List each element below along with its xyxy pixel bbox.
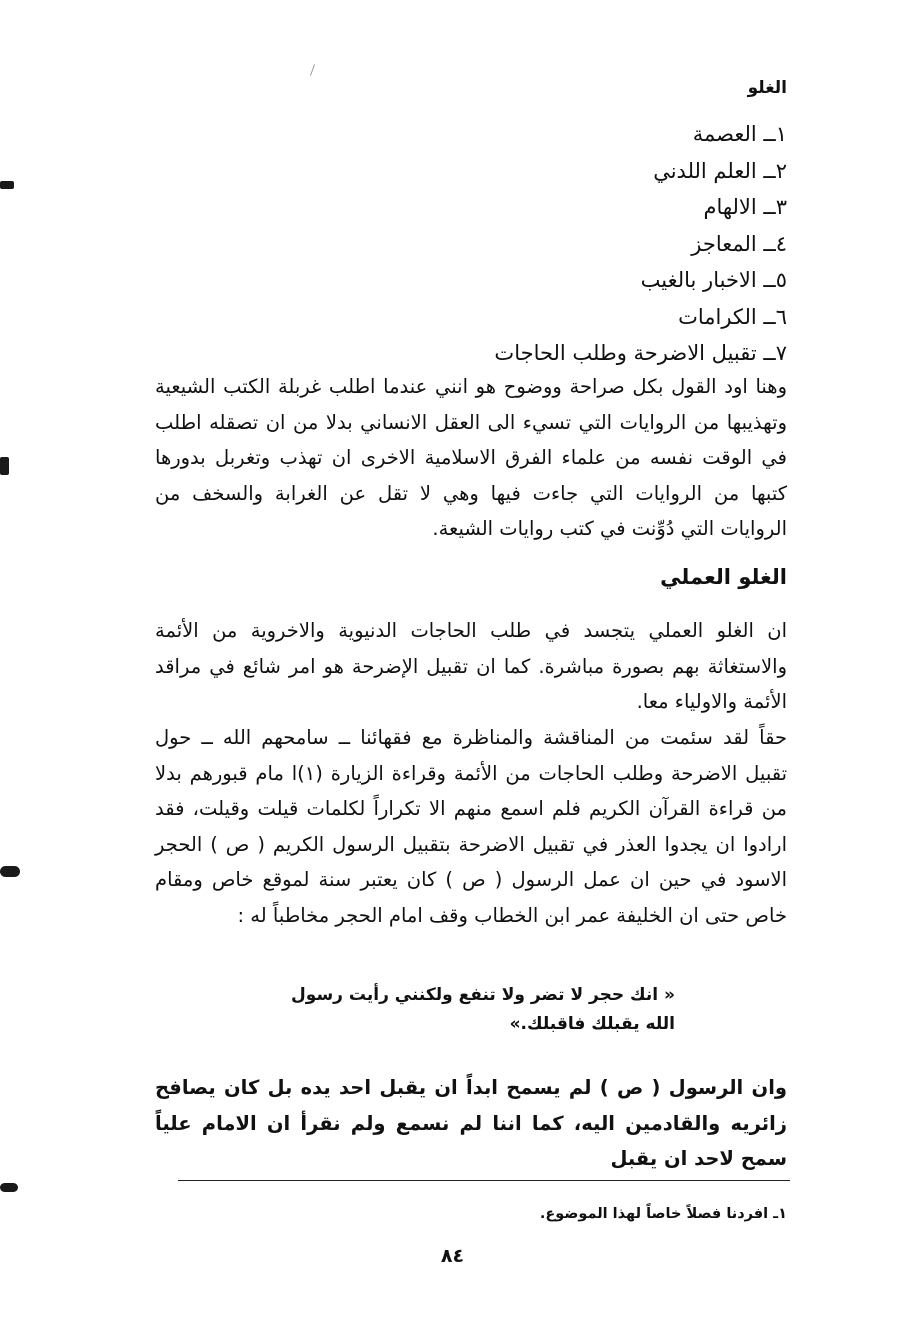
quote-line: الله يقبلك فاقبلك.» xyxy=(509,1014,675,1034)
paragraph: ان الغلو العملي يتجسد في طلب الحاجات الدنيوية والاخروية من الأئمة والاستغاثة بهم بصورة مباشرة. كما ان تقبيل الإضرحة هو امر شائع في مراقد الأئمة والاولياء معا. xyxy=(155,619,787,713)
list-item: ٧ــ تقبيل الاضرحة وطلب الحاجات xyxy=(494,341,787,365)
section-heading: الغلو العملي xyxy=(660,565,787,589)
binding-mark xyxy=(0,1183,18,1192)
list-item: ٥ــ الاخبار بالغيب xyxy=(640,268,787,292)
list-item: ٦ــ الكرامات xyxy=(678,304,787,329)
binding-mark xyxy=(0,866,20,877)
quote-line: « انك حجر لا تضر ولا تنفع ولكنني رأيت رسول xyxy=(291,985,675,1005)
list-item: ٢ــ العلم اللدني xyxy=(653,158,787,183)
binding-mark xyxy=(0,181,14,189)
list-item: ٣ــ الالهام xyxy=(703,195,787,219)
footnote-divider xyxy=(178,1180,790,1181)
binding-mark xyxy=(0,457,9,475)
paragraph: حقاً لقد سئمت من المناقشة والمناظرة مع فقهائنا ــ سامحهم الله ــ حول تقبيل الاضرحة وطلب الحاجات من الأئمة وقراءة الزيارة (١)ا مام قبورهم بدلا من قراءة القرآن الكريم فلم اسمع منهم الا تكراراً لكلمات قيلت وقيلت، فقد ارادوا ان يجدوا العذر في تقبيل الاضرحة بتقبيل الرسول الكريم ( ص ) الحجر الاسود في حين ان عمل الرسول ( ص ) كان يعتبر سنة لموقع خاص ومقام خاص حتى ان الخليفة عمر ابن الخطاب وقف امام الحجر مخاطباً له : xyxy=(155,726,787,927)
list-item: ٤ــ المعاجز xyxy=(691,231,787,256)
block-quote xyxy=(291,981,675,1039)
paragraph: وان الرسول ( ص ) لم يسمح ابداً ان يقبل احد يده بل كان يصافح زائريه والقادمين اليه، كما اننا لم نسمع ولم نقرأ ان الامام علياً سمح لاحد ان يقبل xyxy=(155,1076,787,1170)
paragraph: وهنا اود القول بكل صراحة ووضوح هو انني عندما اطلب غربلة الكتب الشيعية وتهذيبها من الروايات التي تسيء الى العقل الانساني بدلا من ان تصقله اطلب في الوقت نفسه من علماء الفرق الاسلامية الاخرى ان تهذب وتغربل بدورها كتبها من الروايات التي جاءت فيها وهي لا تقل عن الغرابة والسخف من الروايات التي دُوِّنت في كتب روايات الشيعة. xyxy=(155,375,787,540)
scan-speck xyxy=(310,64,315,76)
footnote: ١ـ افردنا فصلاً خاصاً لهذا الموضوع. xyxy=(539,1206,787,1222)
list-item: ١ــ العصمة xyxy=(692,122,787,146)
running-head: الغلو xyxy=(747,78,787,98)
page-number: ٨٤ xyxy=(440,1245,465,1267)
numbered-list xyxy=(494,116,787,372)
